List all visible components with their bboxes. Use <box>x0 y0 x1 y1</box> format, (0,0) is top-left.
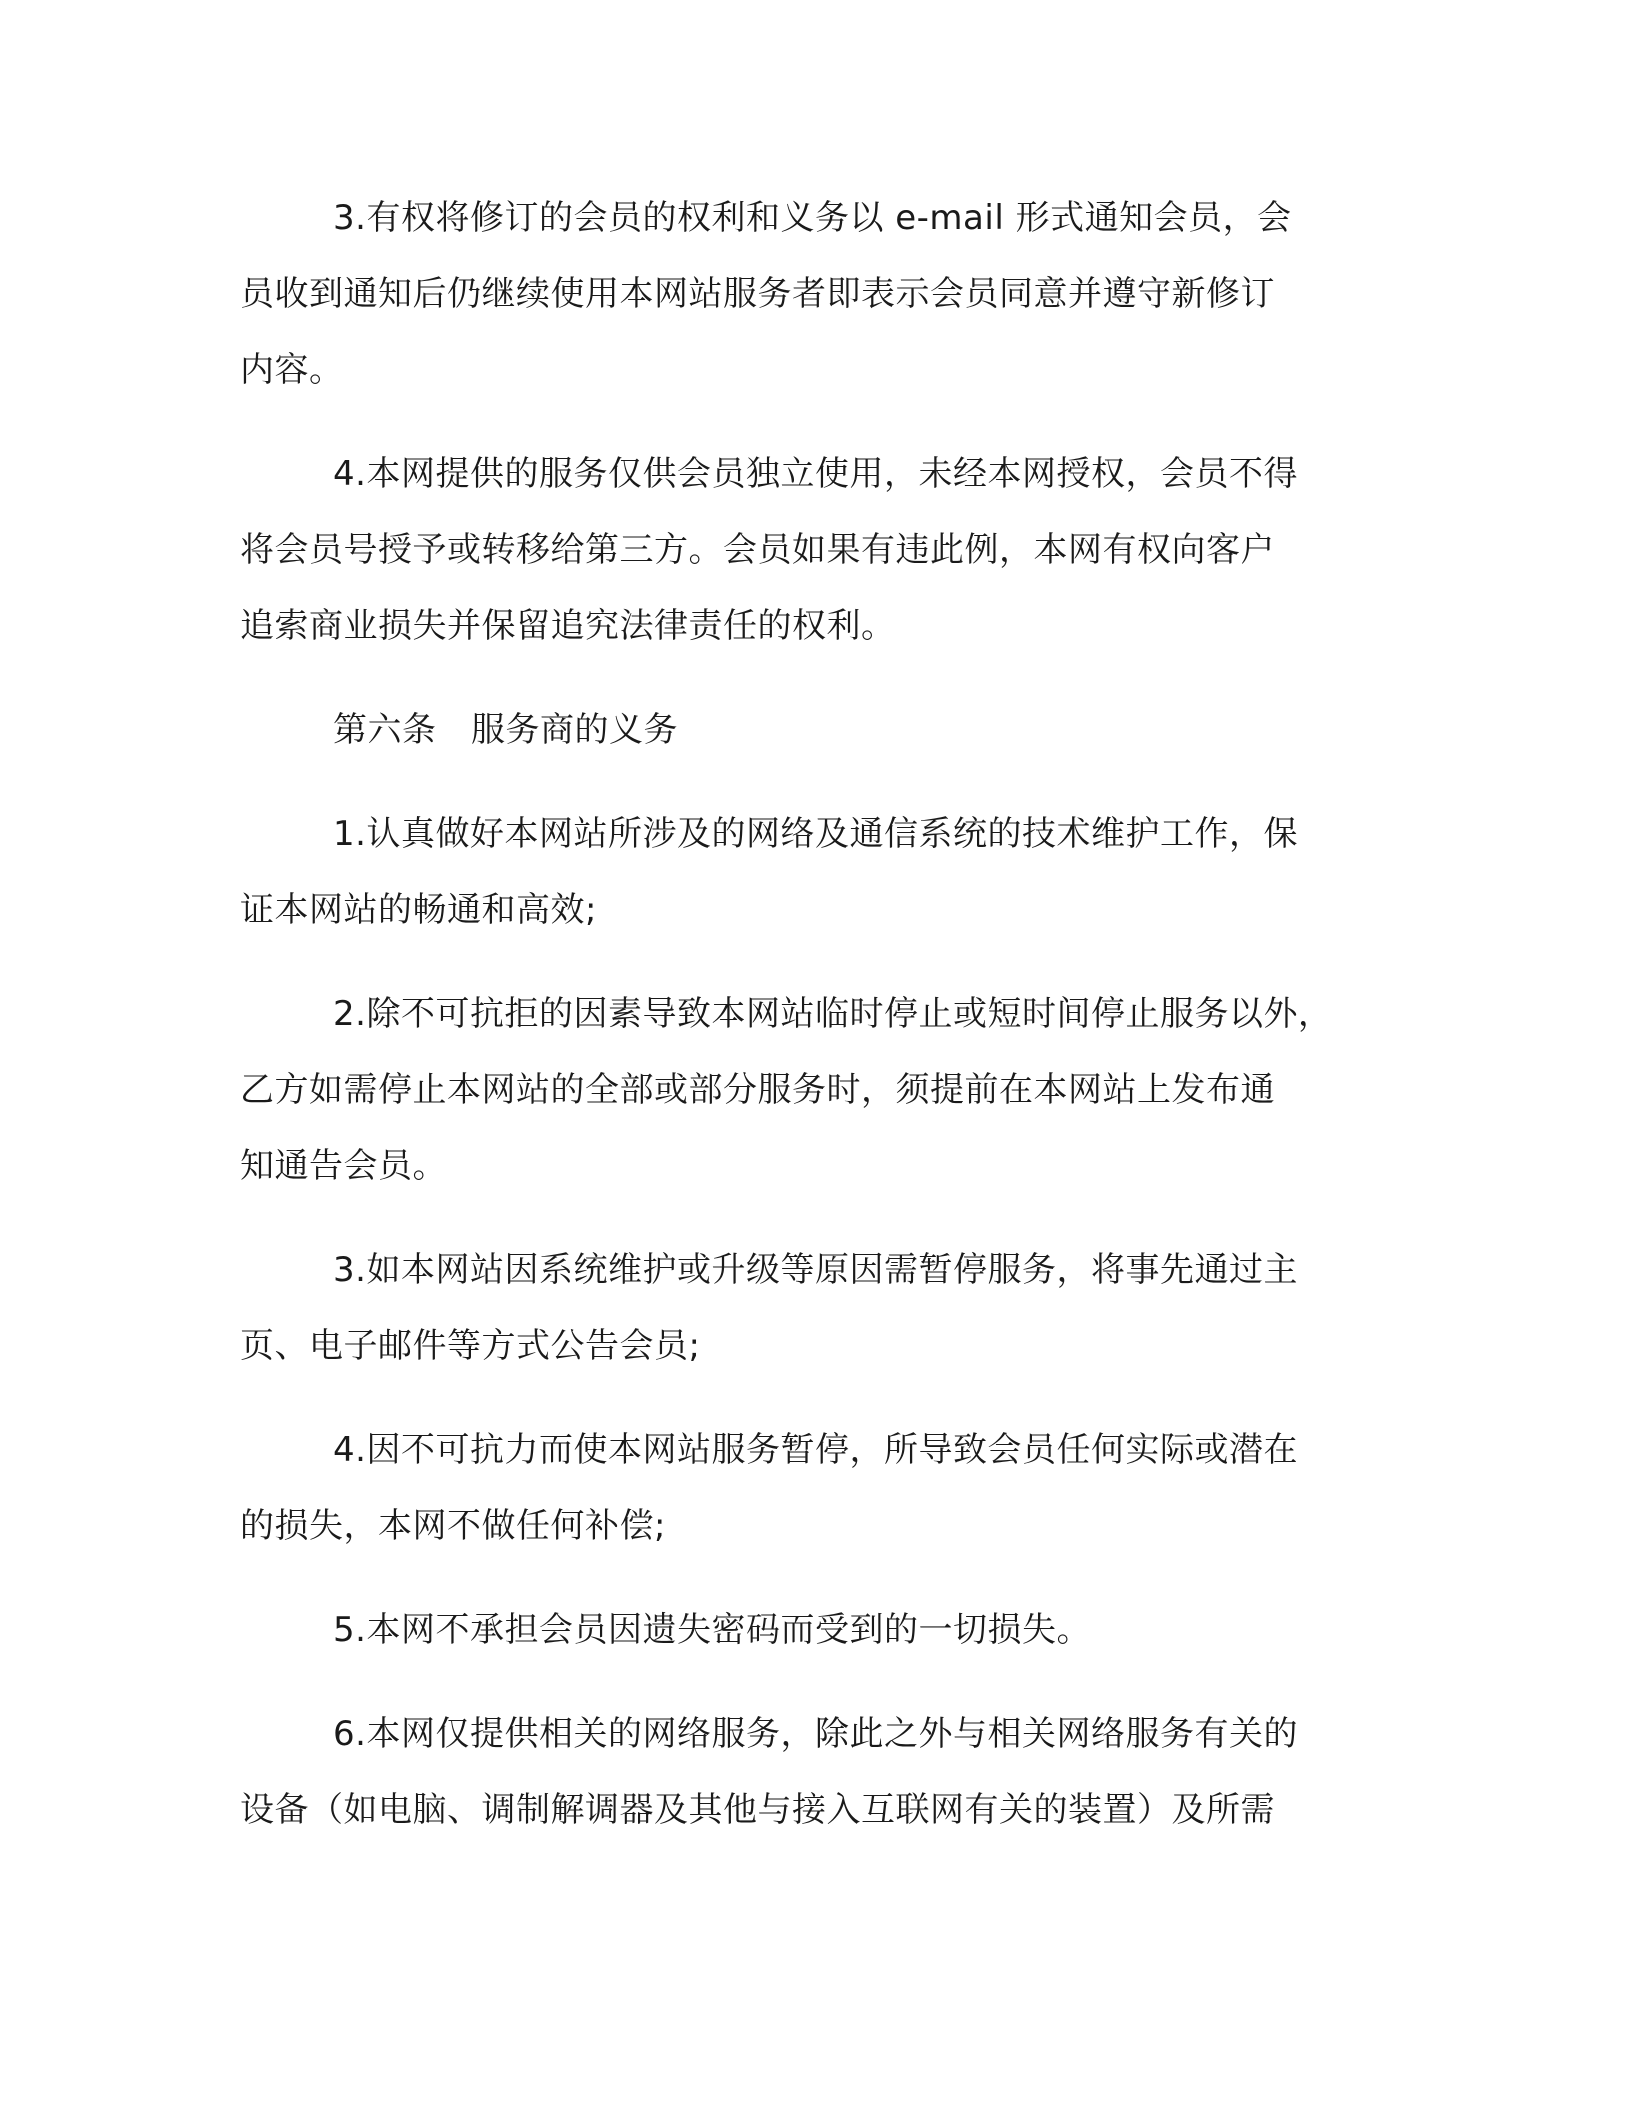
paragraph-6-line-2: 的损失，本网不做任何补偿; <box>240 1506 666 1546</box>
paragraph-2-line-3: 追索商业损失并保留追究法律责任的权利。 <box>240 606 896 646</box>
paragraph-1-line-2: 员收到通知后仍继续使用本网站服务者即表示会员同意并遵守新修订 <box>240 274 1275 314</box>
paragraph-4-line-1: 2.除不可抗拒的因素导致本网站临时停止或短时间停止服务以外， <box>333 994 1333 1034</box>
section-heading: 第六条 服务商的义务 <box>333 710 678 750</box>
paragraph-4-line-3: 知通告会员。 <box>240 1146 447 1186</box>
paragraph-6-line-1: 4.因不可抗力而使本网站服务暂停，所导致会员任何实际或潜在 <box>333 1430 1298 1470</box>
paragraph-5-line-2: 页、电子邮件等方式公告会员; <box>240 1326 701 1366</box>
paragraph-7-line-1: 5.本网不承担会员因遗失密码而受到的一切损失。 <box>333 1610 1091 1650</box>
paragraph-3-line-2: 证本网站的畅通和高效; <box>240 890 597 930</box>
paragraph-1-line-3: 内容。 <box>240 350 344 390</box>
paragraph-5-line-1: 3.如本网站因系统维护或升级等原因需暂停服务，将事先通过主 <box>333 1250 1298 1290</box>
paragraph-4-line-2: 乙方如需停止本网站的全部或部分服务时，须提前在本网站上发布通 <box>240 1070 1275 1110</box>
paragraph-3-line-1: 1.认真做好本网站所涉及的网络及通信系统的技术维护工作，保 <box>333 814 1298 854</box>
paragraph-1-line-1: 3.有权将修订的会员的权利和义务以 e-mail 形式通知会员，会 <box>333 198 1292 238</box>
paragraph-2-line-1: 4.本网提供的服务仅供会员独立使用，未经本网授权，会员不得 <box>333 454 1298 494</box>
paragraph-2-line-2: 将会员号授予或转移给第三方。会员如果有违此例，本网有权向客户 <box>240 530 1275 570</box>
paragraph-8-line-2: 设备（如电脑、调制解调器及其他与接入互联网有关的装置）及所需 <box>240 1790 1275 1830</box>
paragraph-8-line-1: 6.本网仅提供相关的网络服务，除此之外与相关网络服务有关的 <box>333 1714 1298 1754</box>
